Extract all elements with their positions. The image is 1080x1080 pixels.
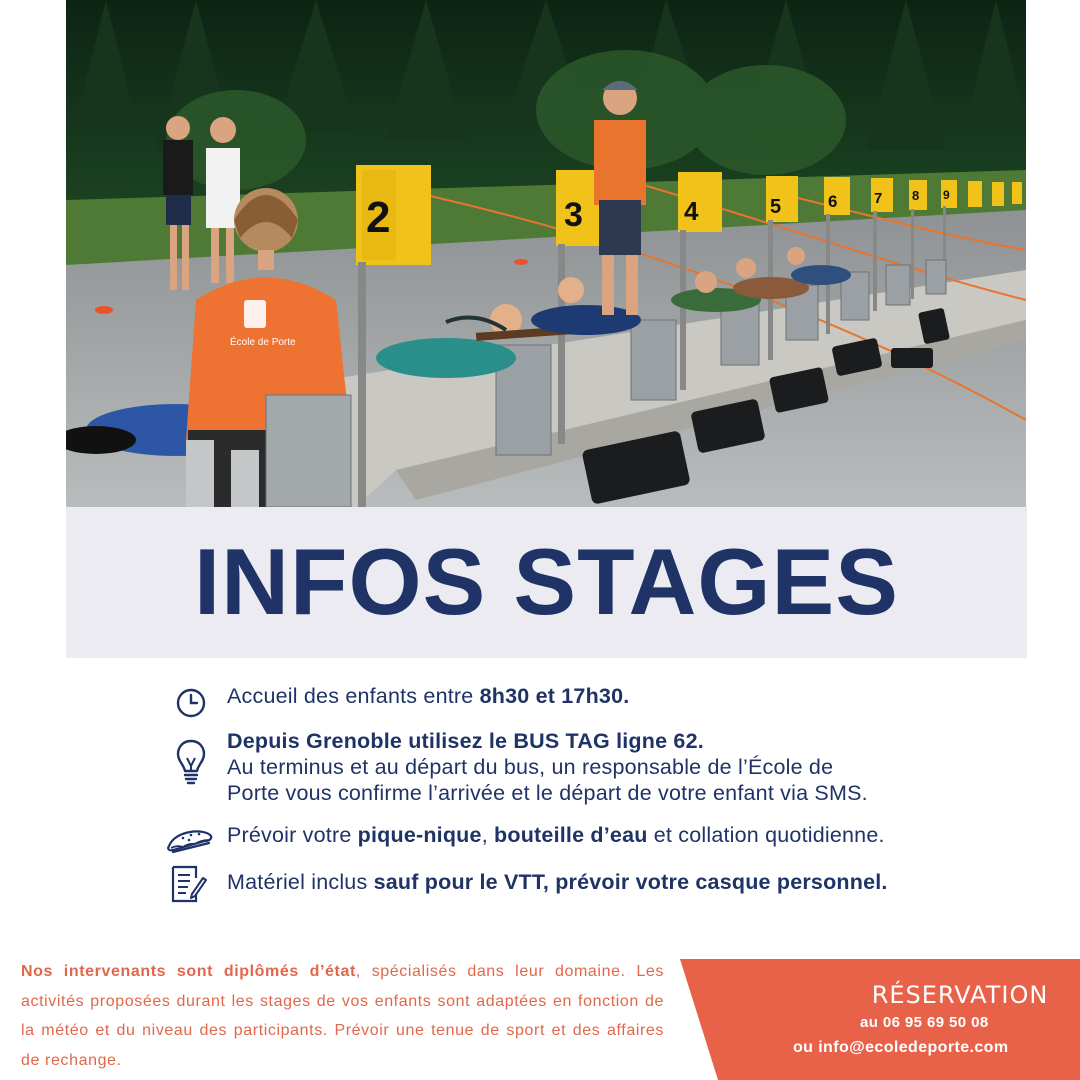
lane-number: 6 <box>828 192 838 211</box>
footer-text: , spécialisés dans leur domaine. Les activités proposées durant les stages de vos enfants sont adaptées en fonction de la météo et du niveau des participants. Prévoir une tenue de sport et des affaires de rechange. <box>21 963 664 1069</box>
reservation-email[interactable]: ou info@ecoledeporte.com <box>793 1039 1009 1056</box>
hero-photo <box>66 0 1026 507</box>
biathlon-range-illustration <box>66 0 1026 507</box>
reservation-box[interactable] <box>680 959 1080 1080</box>
shirt-logo-text: École de Porte <box>230 337 296 348</box>
info-highlight: pique-nique <box>357 823 482 847</box>
info-food <box>227 822 885 848</box>
info-text: et collation quotidienne. <box>647 823 885 847</box>
page-title: INFOS STAGES <box>194 529 899 634</box>
info-text: Accueil des enfants entre <box>227 684 480 708</box>
reservation-title: RÉSERVATION <box>871 981 1049 1009</box>
clock-icon <box>175 687 207 719</box>
info-highlight: sauf pour le VTT, prévoir votre casque personnel. <box>373 870 888 894</box>
lane-number: 9 <box>943 188 950 202</box>
footer-highlight: Nos intervenants sont diplômés d’état <box>21 963 356 980</box>
info-text: Porte vous confirme l’arrivée et le départ de votre enfant via SMS. <box>227 781 868 805</box>
info-highlight: 8h30 et 17h30. <box>479 684 630 708</box>
lane-number: 5 <box>770 196 782 218</box>
lane-number: 4 <box>684 196 699 226</box>
checklist-icon <box>170 864 208 904</box>
lane-number: 8 <box>912 188 920 203</box>
info-text: Au terminus et au départ du bus, un responsable de l’École de <box>227 755 834 779</box>
lane-number: 3 <box>564 196 583 234</box>
info-transport <box>227 728 868 806</box>
info-highlight: Depuis Grenoble utilisez le BUS TAG ligne 62. <box>227 729 704 753</box>
lane-number: 2 <box>366 193 391 242</box>
lane-number: 7 <box>874 190 883 207</box>
lightbulb-icon <box>175 738 207 786</box>
info-highlight: bouteille d’eau <box>494 823 648 847</box>
info-text: Prévoir votre <box>227 823 358 847</box>
title-band <box>66 507 1027 658</box>
info-schedule <box>227 683 629 709</box>
reservation-phone[interactable]: au 06 95 69 50 08 <box>860 1014 989 1031</box>
info-equipment <box>227 869 888 895</box>
footer-note <box>21 957 664 1075</box>
info-text: Matériel inclus <box>227 870 374 894</box>
sandwich-icon <box>165 826 215 856</box>
info-text: , <box>481 823 495 847</box>
